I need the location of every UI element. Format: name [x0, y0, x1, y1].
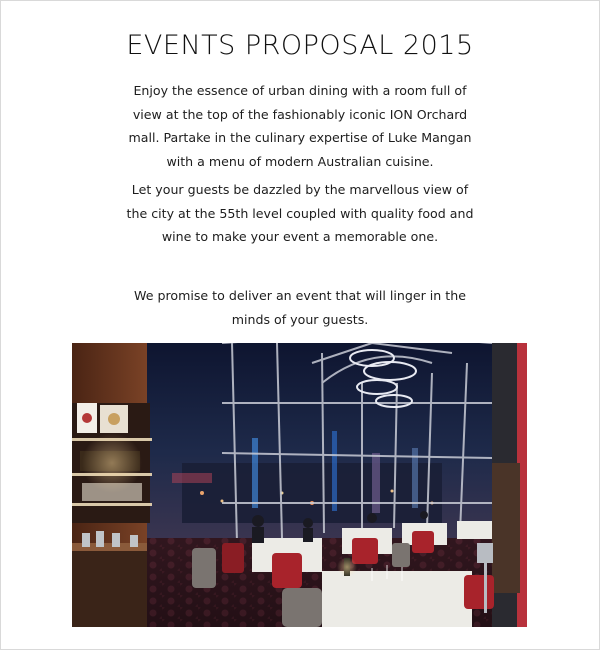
intro-paragraph: Enjoy the essence of urban dining with a room full of view at the top of the fashionably iconic ION Orchard mall. Partake in the culinary expertise of Luke Mangan with a menu of modern Australian cuisine.	[128, 83, 472, 169]
view-paragraph: Let your guests be dazzled by the marvellous view of the city at the 55th level coupled with quality food and wine to make your event a memorable one.	[126, 182, 474, 244]
page-title: EVENTS PROPOSAL 2015	[126, 30, 474, 61]
restaurant-photo	[72, 343, 527, 627]
promise-paragraph: We promise to deliver an event that will linger in the minds of your guests.	[134, 288, 466, 327]
